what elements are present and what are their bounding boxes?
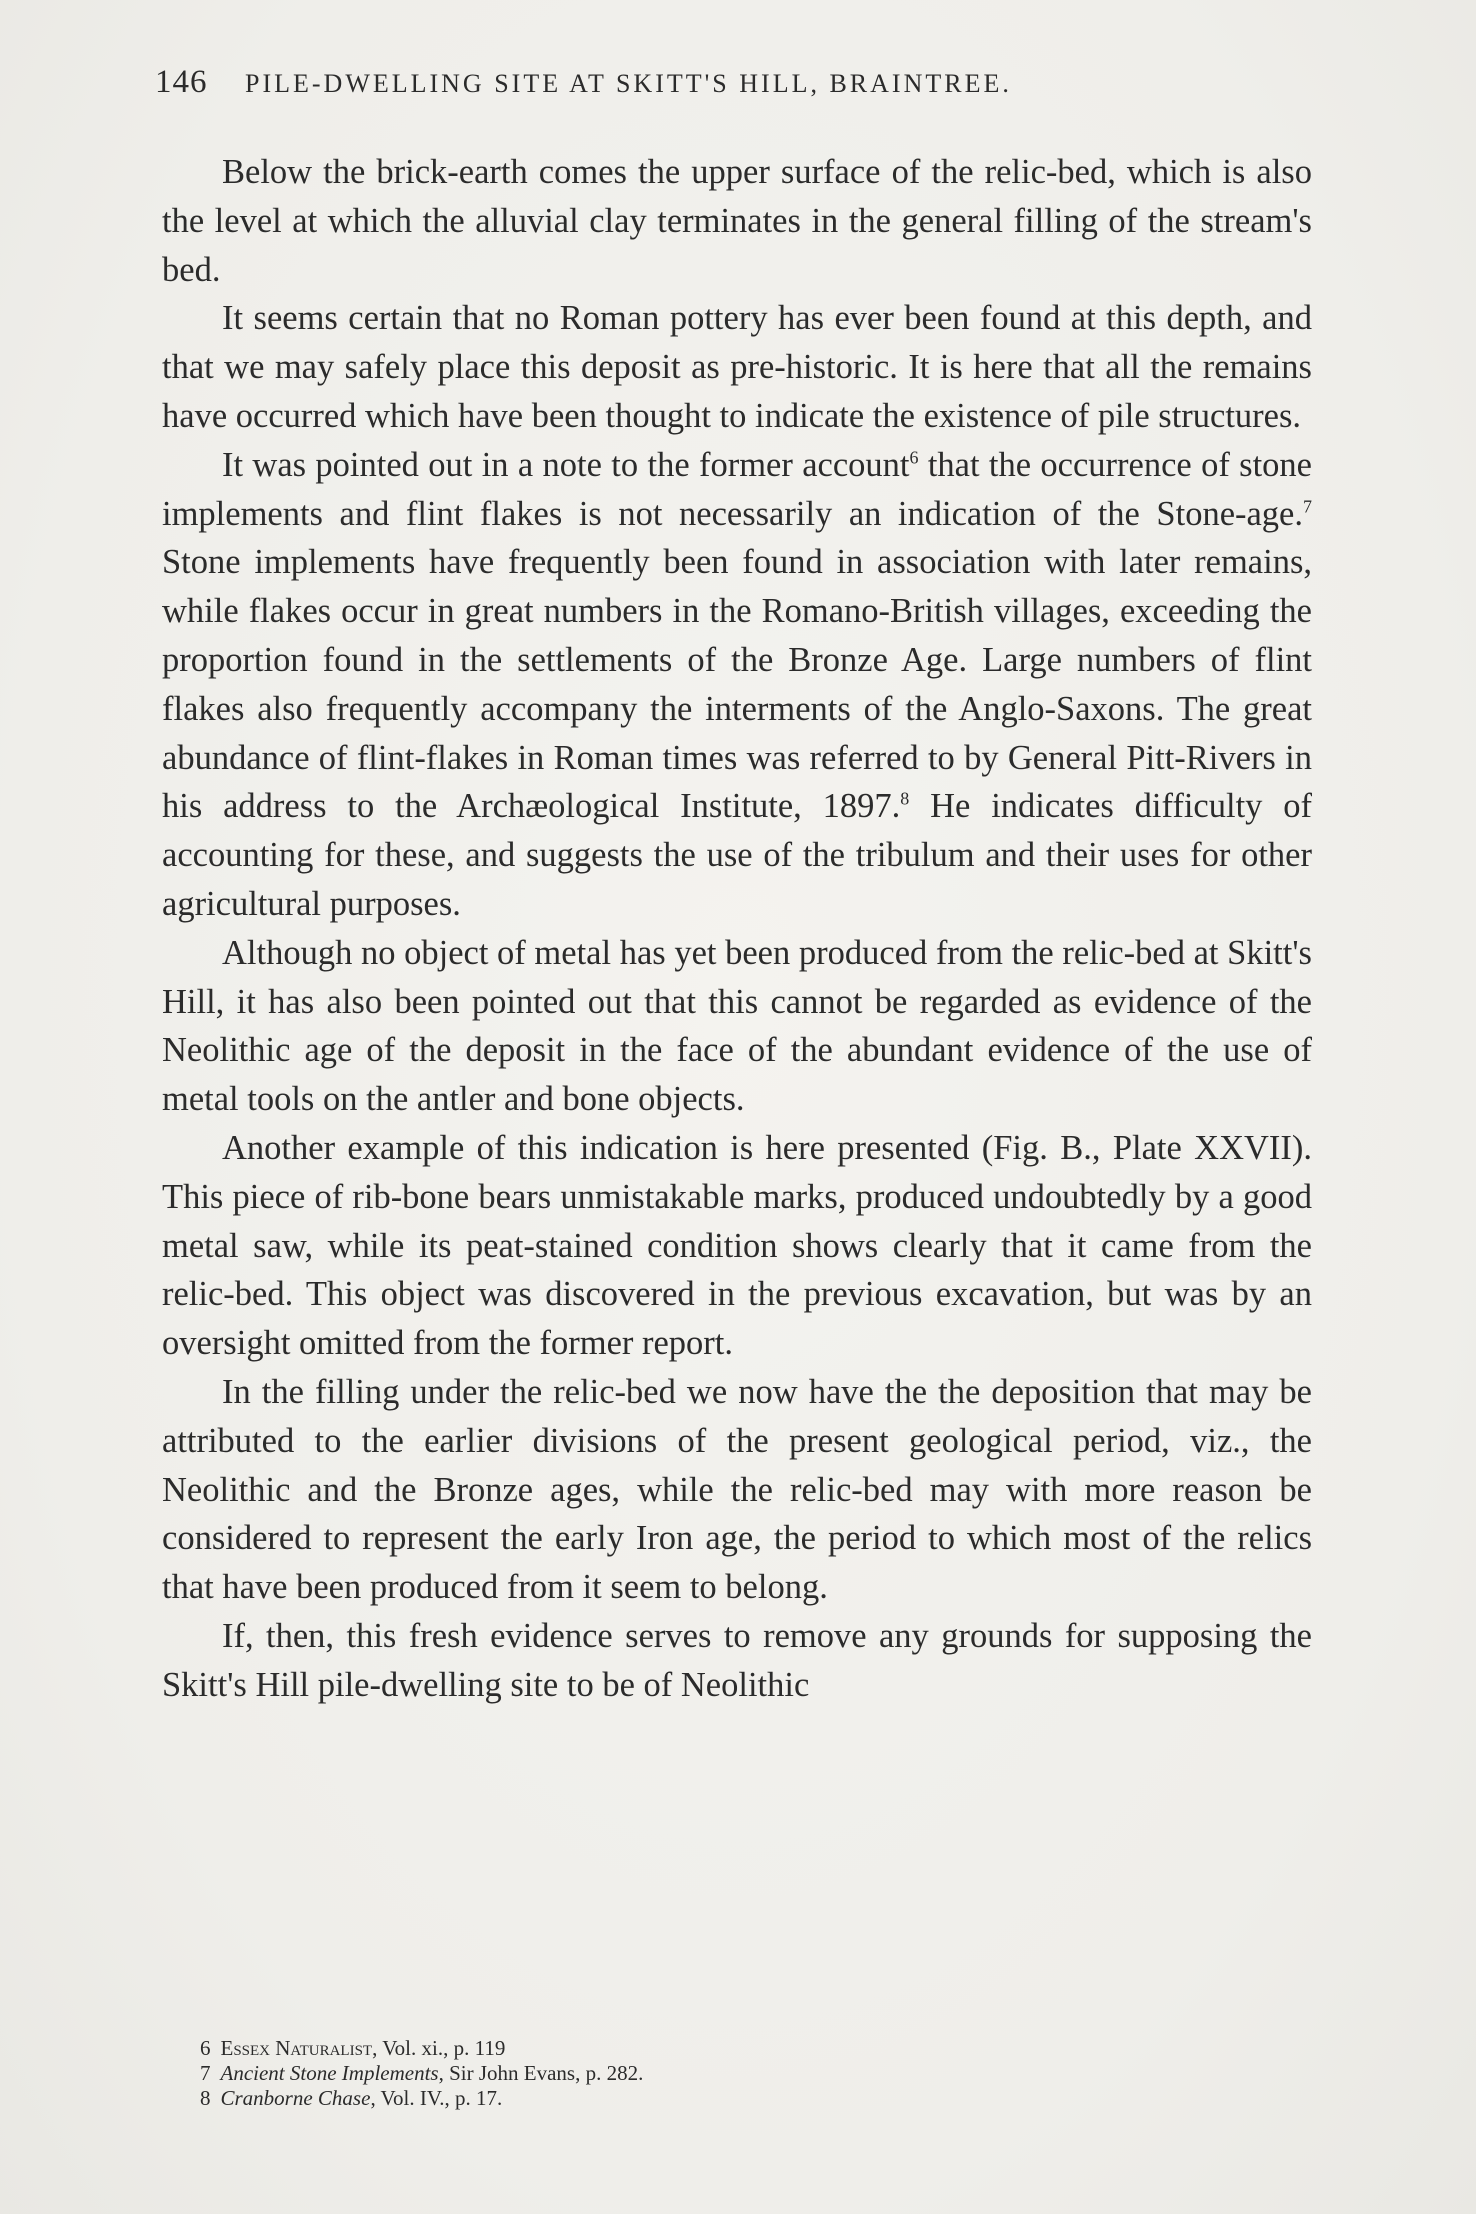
footnote-number: 7: [200, 2061, 211, 2085]
paragraph-stone-implements: [162, 441, 1312, 929]
paragraph-metal-object: Although no object of metal has yet been produced from the relic-bed at Skitt's Hill, it has also been pointed out that this cannot be regarded as evidence of the Neolithic age of the deposit in the face of the abundant evidence of the use of metal tools on the antler and bone objects.: [162, 933, 1312, 1119]
footnotes: [200, 2036, 1200, 2111]
footnote-ref-8: 8: [900, 788, 910, 809]
page-number: 146: [155, 64, 208, 100]
footnote-number: 6: [200, 2036, 211, 2060]
footnote-detail: , Vol. xi., p. 119: [372, 2036, 506, 2060]
paragraph-text: Stone implements have frequently been found in association with later remains, while flakes occur in great numbers in the Romano-British villages, exceeding the proportion found in the settlements of the Bronze Age. Large numbers of flint flakes also frequently accompany the interments of the Anglo-Saxons. The great abundance of flint-flakes in Roman times was referred to by General Pitt-Rivers in his address to the Archæological Institute, 1897.: [162, 543, 1312, 826]
paragraph-text: He indicates difficulty of accounting for these, and suggests the use of the tribulum and their uses for other agricultural purposes.: [162, 787, 1312, 923]
footnote-8: [200, 2086, 1200, 2111]
footnote-7: [200, 2061, 1200, 2086]
body-text: [162, 148, 1312, 1710]
footnote-6: [200, 2036, 1200, 2061]
footnote-detail: , Sir John Evans, p. 282.: [438, 2061, 644, 2085]
footnote-source: Ancient Stone Implements: [220, 2061, 439, 2085]
paragraph-text: It was pointed out in a note to the former account: [222, 445, 910, 484]
running-header: [155, 64, 1335, 101]
footnote-detail: , Vol. IV., p. 17.: [370, 2086, 503, 2110]
footnote-number: 8: [200, 2086, 211, 2110]
paragraph-text: that the occurrence of stone implements and flint flakes is not necessarily an indication of the Stone-age.: [162, 445, 1312, 533]
footnote-source: Essex Naturalist: [220, 2036, 373, 2060]
paragraph-filling-under-relic-bed: In the filling under the relic-bed we now have the the deposition that may be attributed to the earlier divisions of the present geological period, viz., the Neolithic and the Bronze ages, while the relic-bed may with more reason be considered to represent the early Iron age, the period to which most of the relics that have been produced from it seem to belong.: [162, 1372, 1312, 1607]
footnote-source: Cranborne Chase: [220, 2086, 371, 2110]
paragraph-rib-bone-example: Another example of this indication is here presented (Fig. B., Plate XXVII). This piece of rib-bone bears unmistakable marks, produced undoubtedly by a good metal saw, while its peat-stained condition shows clearly that it came from the relic-bed. This object was discovered in the previous excavation, but was by an oversight omitted from the former report.: [162, 1128, 1312, 1363]
paragraph-prehistoric-deposit: It seems certain that no Roman pottery has ever been found at this depth, and that we may safely place this deposit as pre-historic. It is here that all the remains have occurred which have been thought to indicate the existence of pile structures.: [162, 299, 1312, 435]
paragraph-conclusion: If, then, this fresh evidence serves to remove any grounds for supposing the Skitt's Hill pile-dwelling site to be of Neolithic: [162, 1616, 1312, 1704]
footnote-ref-6: 6: [909, 447, 919, 468]
running-title: PILE-DWELLING SITE AT SKITT'S HILL, BRAINTREE.: [245, 69, 1012, 98]
footnote-ref-7: 7: [1303, 496, 1312, 517]
paragraph-relic-bed-surface: Below the brick-earth comes the upper surface of the relic-bed, which is also the level at which the alluvial clay terminates in the general filling of the stream's bed.: [162, 153, 1312, 289]
